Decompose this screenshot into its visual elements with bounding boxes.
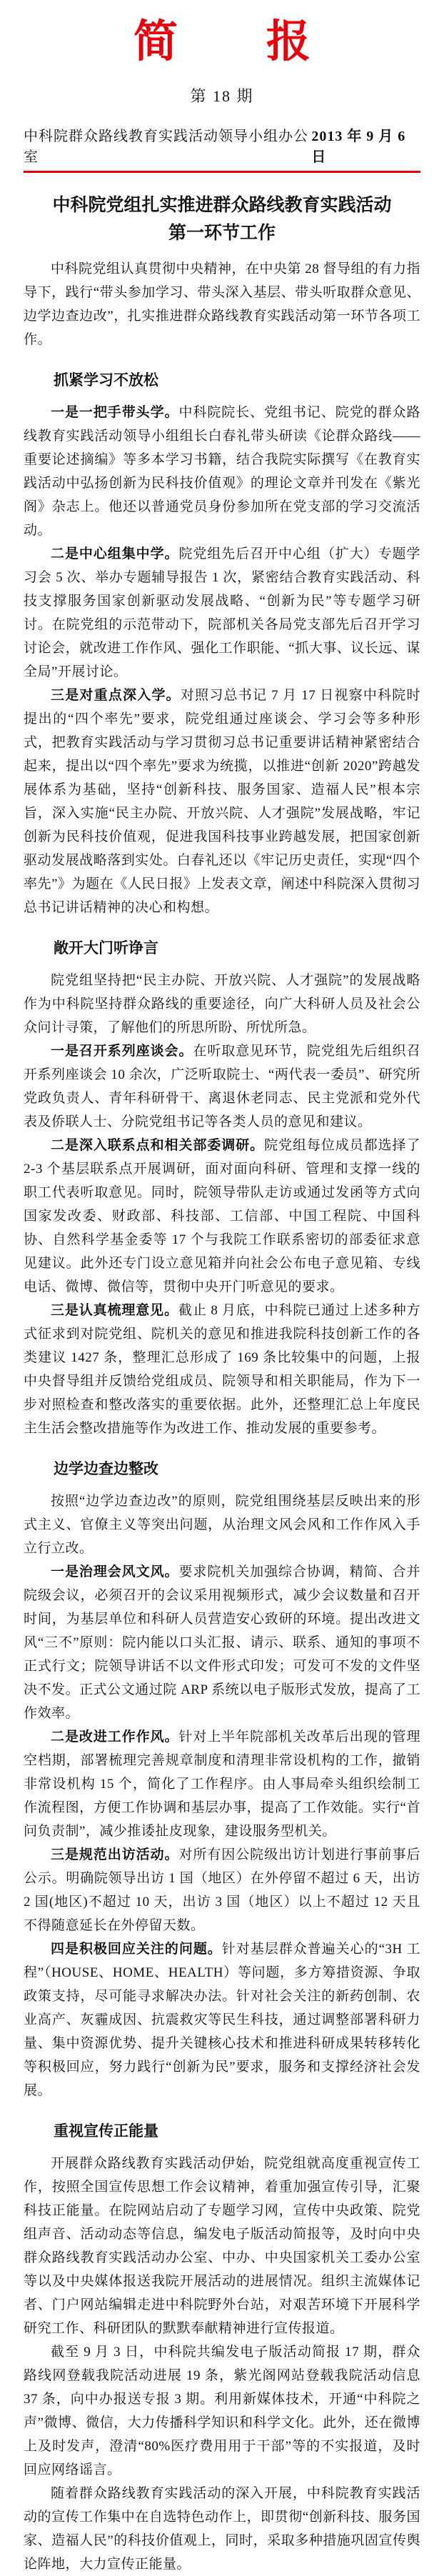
paragraph (24, 1299, 420, 1440)
paragraph-lead: 二是改进工作作风。 (51, 1729, 179, 1744)
paragraph-text: 在听取意见环节，院党组先后组织召开系列座谈会 10 余次，广泛听取院士、“两代表一委员”、研究所党政负责人、青年科研骨干、离退休老同志、民主党派和党外代表及侨联人士、分院党组书记等各类人员的意见和建议。 (24, 1044, 420, 1129)
article-body (24, 257, 420, 2576)
paragraph-text: 院党组坚持把“民主办院、开放兴院、人才强院”的发展战略作为中科院坚持群众路线的重要途径，向广大科研人员及社会公众问计寻策，了解他们的所思所盼、所忧所急。 (24, 973, 420, 1035)
paragraph-lead: 三是对重点深入学。 (51, 688, 181, 703)
paragraph-lead: 二是中心组集中学。 (51, 546, 179, 561)
section-heading: 重视宣传正能量 (54, 2123, 158, 2140)
paragraph-text: 开展群众路线教育实践活动伊始，院党组就高度重视宣传工作，按照全国宣传思想工作会议精神，着重加强宣传引导，汇聚科技正能量。在院网站启动了专题学习网，宣传中央政策、院党组声音、活动动态等信息，编发电子版活动简报等，及时向中央群众路线教育实践活动办公室、中办、中央国家机关工委办公室等以及中央媒体报送我院开展活动的进展情况。组织主流媒体记者、门户网站编辑走进中科院野外台站，对艰苦环境下开展科学研究工作、科研团队的默默奉献精神进行宣传报道。 (24, 2156, 420, 2336)
paragraph-text: 截至 9 月 3 日，中科院共编发电子版活动简报 17 期，群众路线网登载我院活动进展 19 条，紫光阁网站登载我院活动信息 37 条，向中办报送专报 3 期。利用新媒体技术，开通“中科院之声”微博、微信，大力传播科学知识和科学文化。此外，还在微博上及时发声，澄清“80%医疗费用用于干部”等的不实报道，及时回应网络谣言。 (24, 2345, 420, 2477)
bulletin-masthead-title: 简 报 (133, 17, 311, 66)
paragraph-text: 截止 8 月底，中科院已通过上述多种方式征求到对院党组、院机关的意见和推进我院科技创新工作的各类建议 1427 条，整理汇总形成了 169 条比较集中的问题，上报中央督导组并反馈给党组成员、院领导和相关职能局，作为下一步对照检查和整改落实的重要依据。此外，还整理汇总上年度民主生活会整改措施等作为改进工作、推动发展的重要参考。 (24, 1303, 420, 1436)
paragraph-lead: 一是治理会风文风。 (51, 1564, 179, 1579)
publisher-office: 中科院群众路线教育实践活动领导小组办公室 (24, 129, 308, 165)
paragraph (24, 2340, 420, 2482)
paragraph (24, 1937, 420, 2102)
paragraph (24, 1843, 420, 1937)
paragraph-text: 院党组先后召开中心组（扩大）专题学习会 5 次、举办专题辅导报告 1 次，紧密结合教育实践活动、科技支撑服务国家创新驱动发展战略、“创新为民”等专题学习研讨。在院党组的示范带动下，院部机关各局党支部先后召开学习讨论会，就改进工作作风、强化工作职能、“抓大事、议长远、谋全局”开展讨论。 (24, 546, 420, 679)
paragraph-text: 对照习总书记 7 月 17 日视察中科院时提出的“四个率先”要求，院党组通过座谈会、学习会等多种形式，把教育实践活动与学习贯彻习总书记重要讲话精神紧密结合起来，提出以“四个率先”要求为统揽，以推进“创新 2020”跨越发展体系为基础，坚持“创新科技、服务国家、造福人民”根本宗旨，深入实施“民主办院、开放兴院、人才强院”发展战略，牢记创新为民科技价值观，促进我国科技事业跨越发展，把国家创新驱动发展战略落到实处。白春礼还以《牢记历史责任，实现“四个率先”》为题在《人民日报》上发表文章，阐述中科院深入贯彻习总书记讲话精神的决心和构想。 (24, 688, 420, 915)
article-title-line1: 中科院党组扎实推进群众路线教育实践活动 (52, 196, 392, 215)
paragraph-lead: 二是深入联系点和相关部委调研。 (51, 1138, 265, 1153)
section-heading: 边学边查边整改 (54, 1461, 158, 1477)
paragraph-text: 对所有因公院级出访计划进行事前事后公示。明确院领导出访 1 国（地区）在外停留不超过 6 天，出访 2 国(地区)不超过 10 天，出访 3 国（地区）以上不超过 12 天且不得随意延长在外停留天数。 (24, 1847, 420, 1933)
paragraph (24, 257, 420, 351)
paragraph (24, 684, 420, 919)
article-title (24, 191, 420, 247)
paragraph (24, 1489, 420, 1560)
paragraph (24, 542, 420, 684)
paragraph-lead: 一是召开系列座谈会。 (51, 1044, 193, 1059)
paragraph-text: 中科院院长、党组书记、院党的群众路线教育实践活动领导小组组长白春礼带头研读《论群众路线——重要论述摘编》等多本学习书籍，结合我院实际撰写《在教育实践活动中弘扬创新为民科技价值观》的理论文章并刊发在《紫光阁》杂志上。他还以普通党员身份参加所在党支部的学习交流活动。 (24, 405, 420, 538)
paragraph (24, 2482, 420, 2576)
issue-number: 第 18 期 (190, 87, 254, 105)
section-heading: 抓紧学习不放松 (54, 372, 158, 389)
paragraph-text: 院党组每位成员都选择了 2-3 个基层联系点开展调研，面对面向科研、管理和支撑一线的职工代表听取意见。同时，院领导带队走访或通过发函等方式向国家发改委、财政部、科技部、工信部、中国工程院、中国科协、自然科学基金委等 17 个与我院工作联系密切的部委征求意见建议。此外还专门设立意见箱并向社会公布电子意见箱、专线电话、微博、微信等，贯彻中央开门听意见的要求。 (24, 1138, 420, 1294)
paragraph-text: 针对基层群众普遍关心的“3H 工程”（HOUSE、HOME、HEALTH）等问题，多方筹措资源、争取政策支持，尽可能寻求解决办法。针对社会关注的新药创制、农业高产、灰霾成因、抗震救灾等民生科技，通过调整部署科研力量、集中资源优势、提升关键核心技术和推进科研成果转移转化等积极回应，努力践行“创新为民”要求，服务和支撑经济社会发展。 (24, 1942, 420, 2098)
paragraph-lead: 三是认真梳理意见。 (51, 1303, 178, 1318)
paragraph (24, 1134, 420, 1299)
section-heading: 敞开大门听诤言 (54, 940, 158, 957)
publish-date: 2013 年 9 月 6 日 (311, 129, 406, 165)
paragraph-text: 要求院机关加强综合协调，精简、合并院级会议，必须召开的会议采用视频形式，减少会议数量和召开时间，为基层单位和科研人员营造安心致研的环境。提出改进文风“三不”原则：院内能以口头汇报、请示、联系、通知的事项不正式行文；院领导讲话不以文件形式印发；可发可不发的文件坚决不发。正式公文通过院 ARP 系统以电子版形式发放，提高了工作效率。 (24, 1564, 420, 1721)
paragraph-lead: 三是规范出访活动。 (51, 1847, 179, 1862)
paragraph-text: 中科院党组认真贯彻中央精神，在中央第 28 督导组的有力指导下，践行“带头参加学习、带头深入基层、带头听取群众意见、边学边查边改”，扎实推进群众路线教育实践活动第一环节各项工作。 (24, 261, 421, 347)
paragraph (24, 401, 420, 542)
paragraph-lead: 一是一把手带头学。 (51, 405, 179, 420)
paragraph-lead: 四是积极回应关注的问题。 (51, 1942, 222, 1957)
paragraph (24, 1560, 420, 1725)
paragraph-text: 按照“边学边查边改”的原则，院党组围绕基层反映出来的形式主义、官僚主义等突出问题，从治理文风会风和工作作风入手立行立改。 (24, 1494, 420, 1556)
paragraph (24, 969, 420, 1039)
article-title-line2: 第一环节工作 (168, 224, 276, 243)
paragraph (24, 2152, 420, 2340)
paragraph-text: 针对上半年院部机关改革后出现的管理空档期，部署梳理完善规章制度和清理非常设机构的工作，撤销非常设机构 15 个，简化了工作程序。由人事局牵头组织绘制工作流程图，方便工作协调和基层办事，提高了工作效能。实行“首问负责制”，减少推诿扯皮现象，建设服务型机关。 (24, 1729, 420, 1839)
paragraph-text: 随着群众路线教育实践活动的深入开展，中科院教育实践活动的宣传工作集中在自选特色动作上，即贯彻“创新科技、服务国家、造福人民”的科技价值观上，同时，采取多种措施巩固宣传舆论阵地，大力宣传正能量。 (24, 2486, 420, 2572)
paragraph (24, 1039, 420, 1134)
publisher-row (24, 124, 420, 173)
paragraph (24, 1725, 420, 1843)
